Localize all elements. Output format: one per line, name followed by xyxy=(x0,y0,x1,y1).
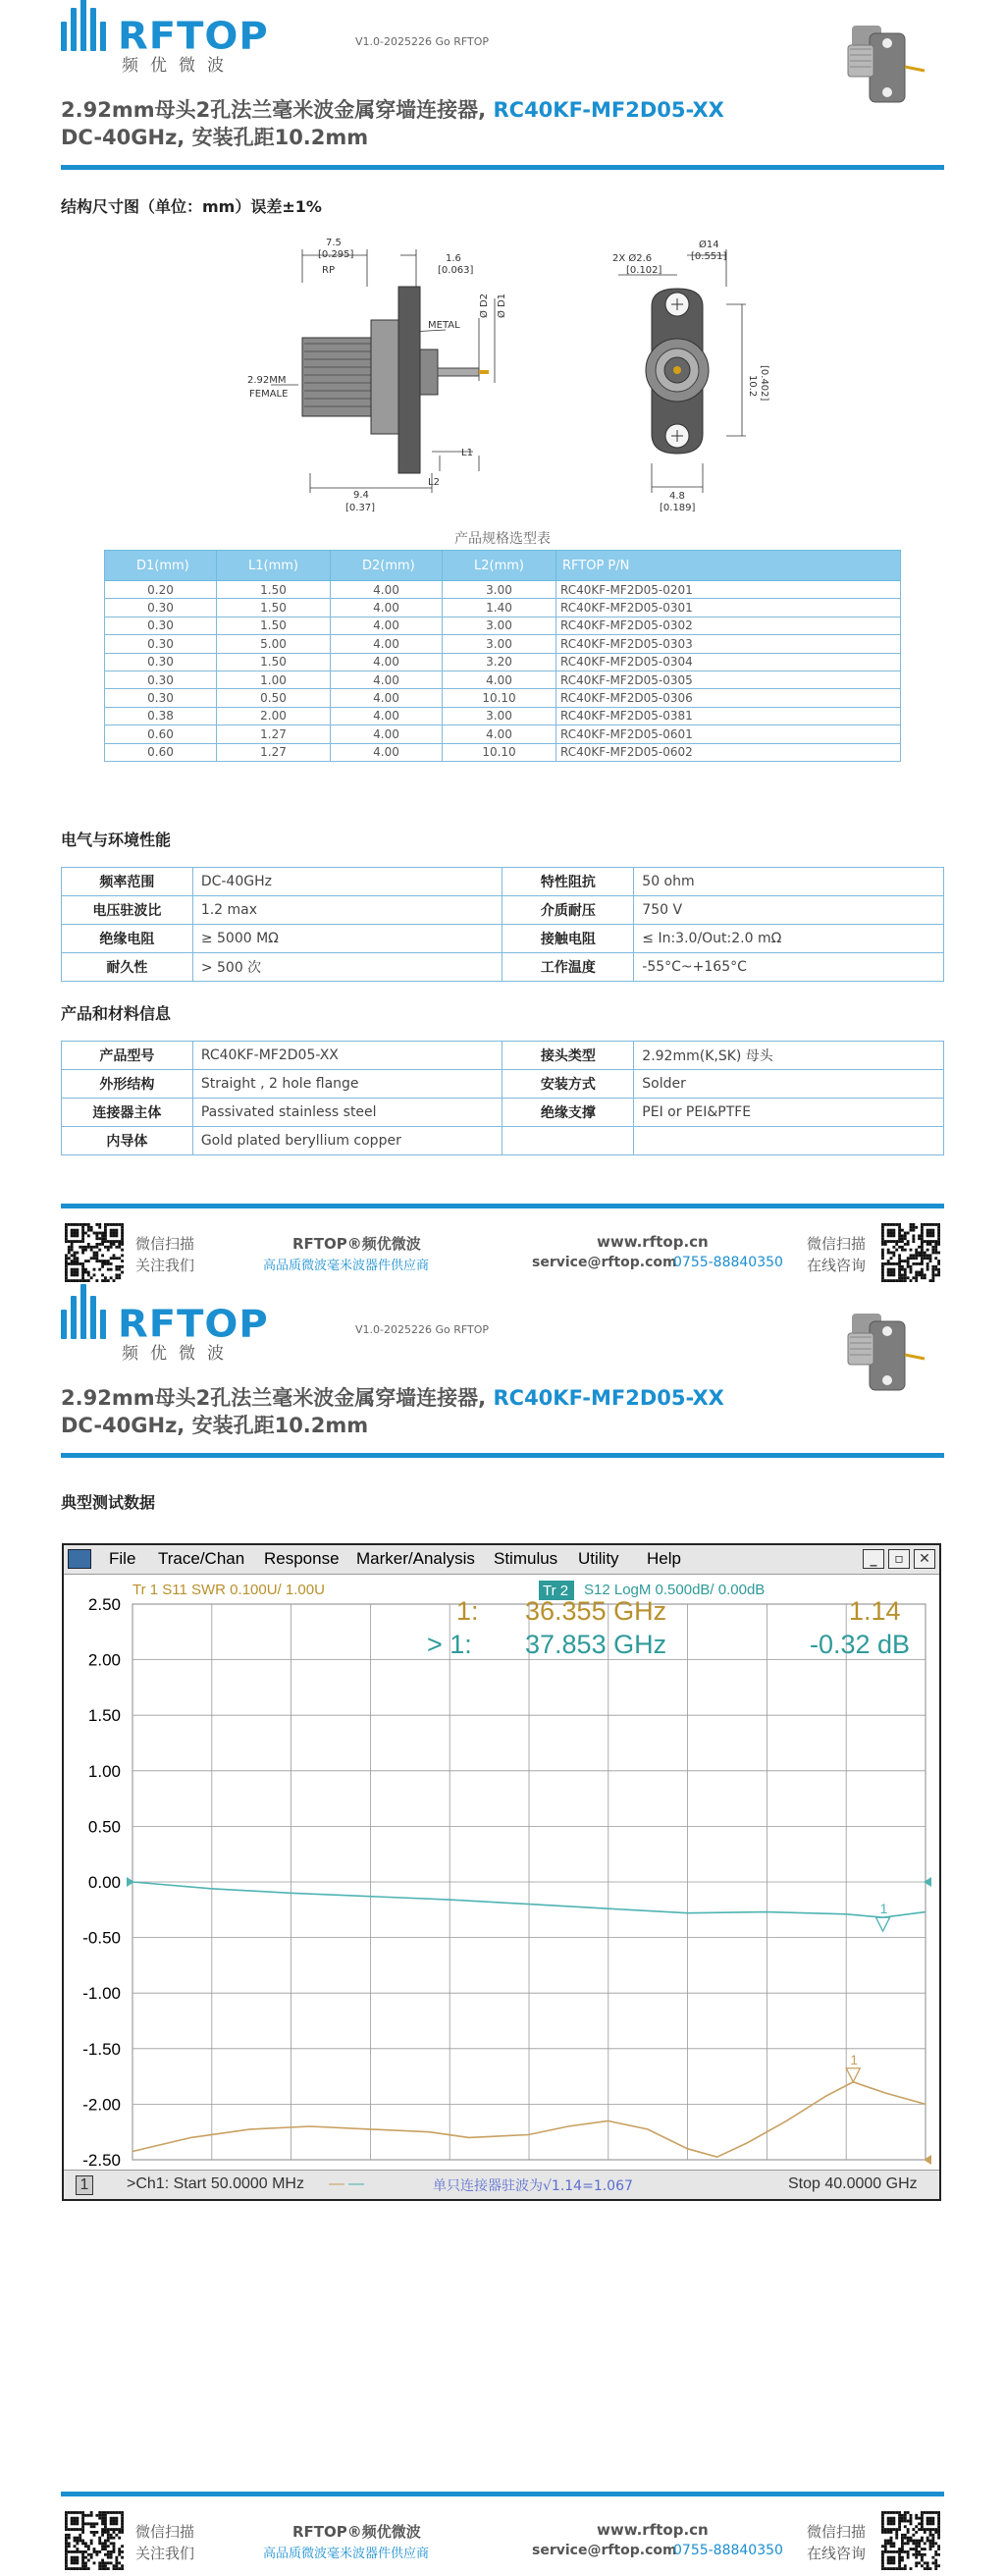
material-label xyxy=(502,1127,634,1155)
electrical-value: > 500 次 xyxy=(192,953,502,982)
material-label: 连接器主体 xyxy=(62,1099,193,1127)
spec-table-caption: 产品规格选型表 xyxy=(454,531,551,547)
footer-consult: 在线咨询 xyxy=(807,2545,867,2562)
menu-trace-chan[interactable]: Trace/Chan xyxy=(158,1549,245,1568)
status-trace2-swatch: — xyxy=(348,2175,364,2192)
spec-header-l1: L1(mm) xyxy=(217,551,331,581)
footer-brand: RFTOP®频优微波 xyxy=(292,2523,421,2541)
material-value: 2.92mm(K,SK) 母头 xyxy=(634,1042,944,1070)
header-divider xyxy=(61,1453,944,1458)
product-title: 2.92mm母头2孔法兰毫米波金属穿墙连接器, RC40KF-MF2D05-XX xyxy=(61,98,724,122)
spec-table-row xyxy=(105,743,901,761)
spec-cell: 4.00 xyxy=(331,617,443,634)
electrical-label: 工作温度 xyxy=(502,953,634,982)
drawing-section-title: 结构尺寸图（单位：mm）误差±1% xyxy=(61,197,322,216)
side-view-drawing xyxy=(236,228,530,512)
material-label: 绝缘支撑 xyxy=(502,1099,634,1127)
footer-wechat-scan: 微信扫描 xyxy=(135,2523,195,2541)
spec-cell: RC40KF-MF2D05-0306 xyxy=(556,689,901,707)
material-label: 安装方式 xyxy=(502,1070,634,1099)
vna-status-bar xyxy=(64,2170,939,2199)
footer xyxy=(0,2492,1005,2576)
vna-chart xyxy=(64,1575,939,2170)
spec-cell: 3.00 xyxy=(443,581,556,599)
electrical-value: 50 ohm xyxy=(634,868,944,896)
electrical-value: 1.2 max xyxy=(192,896,502,925)
svg-text:Ø14: Ø14 xyxy=(699,240,719,250)
menu-response[interactable]: Response xyxy=(264,1549,340,1568)
logo-text: RFTOP xyxy=(118,15,269,58)
svg-text:1.6: 1.6 xyxy=(446,253,461,264)
svg-text:Ø D1: Ø D1 xyxy=(497,293,507,318)
electrical-value: ≤ In:3.0/Out:2.0 mΩ xyxy=(634,925,944,953)
qr-code-icon-2 xyxy=(881,2511,940,2570)
spec-cell: 0.60 xyxy=(105,725,217,743)
spec-cell: 0.30 xyxy=(105,671,217,688)
spec-cell: RC40KF-MF2D05-0601 xyxy=(556,725,901,743)
electrical-label: 频率范围 xyxy=(62,868,193,896)
electrical-row xyxy=(62,953,944,982)
spec-cell: 1.27 xyxy=(217,743,331,761)
front-view-drawing xyxy=(589,228,785,512)
footer-brand: RFTOP®频优微波 xyxy=(292,1235,421,1253)
svg-text:2.92MM: 2.92MM xyxy=(247,375,287,386)
material-value: PEI or PEI&PTFE xyxy=(634,1099,944,1127)
spec-table-row xyxy=(105,635,901,653)
footer-follow-us: 关注我们 xyxy=(135,2545,195,2562)
spec-cell: 4.00 xyxy=(331,581,443,599)
status-stop: Stop 40.0000 GHz xyxy=(788,2175,918,2192)
svg-text:[0.551]: [0.551] xyxy=(691,251,727,262)
spec-cell: RC40KF-MF2D05-0304 xyxy=(556,653,901,671)
spec-header-l2: L2(mm) xyxy=(443,551,556,581)
y-tick-label: 1.50 xyxy=(87,1706,121,1726)
material-row xyxy=(62,1099,944,1127)
rftop-logo xyxy=(61,1292,269,1364)
spec-cell: 5.00 xyxy=(217,635,331,653)
spec-cell: RC40KF-MF2D05-0301 xyxy=(556,599,901,617)
svg-text:7.5: 7.5 xyxy=(326,238,342,248)
y-tick-label: 1.00 xyxy=(87,1761,121,1781)
svg-text:[0.37]: [0.37] xyxy=(345,503,376,512)
marker2-freq: 37.853 GHz xyxy=(525,1630,667,1659)
logo-cn: 频优微波 xyxy=(122,56,236,76)
trace1-label: Tr 1 S11 SWR 0.100U/ 1.00U xyxy=(132,1582,325,1598)
menu-marker-analysis[interactable]: Marker/Analysis xyxy=(356,1549,475,1568)
svg-text:[0.295]: [0.295] xyxy=(318,249,354,260)
footer-wechat-scan-2: 微信扫描 xyxy=(807,2523,867,2541)
material-label: 外形结构 xyxy=(62,1070,193,1099)
close-icon[interactable]: ✕ xyxy=(914,1549,935,1569)
spec-cell: 0.30 xyxy=(105,635,217,653)
test-section-title: 典型测试数据 xyxy=(61,1493,156,1512)
electrical-section-title: 电气与环境性能 xyxy=(61,831,172,849)
spec-cell: 10.10 xyxy=(443,689,556,707)
footer-wechat-scan-2: 微信扫描 xyxy=(807,1235,867,1253)
svg-text:METAL: METAL xyxy=(428,320,460,331)
spec-header-d2: D2(mm) xyxy=(331,551,443,581)
marker-1-s11-label: 1 xyxy=(850,2051,859,2067)
electrical-value: -55°C~+165°C xyxy=(634,953,944,982)
y-tick-label: -2.50 xyxy=(82,2151,121,2170)
spec-cell: 0.20 xyxy=(105,581,217,599)
material-section-title: 产品和材料信息 xyxy=(61,1004,172,1023)
svg-text:RP: RP xyxy=(322,265,335,276)
menu-utility[interactable]: Utility xyxy=(578,1549,619,1568)
spec-cell: 4.00 xyxy=(331,707,443,724)
svg-text:4.8: 4.8 xyxy=(669,491,685,502)
marker-1-s12-label: 1 xyxy=(879,1901,888,1917)
footer-follow-us: 关注我们 xyxy=(135,1257,195,1274)
spec-cell: 0.30 xyxy=(105,599,217,617)
footer-divider xyxy=(61,1204,944,1208)
spec-cell: 4.00 xyxy=(443,725,556,743)
version-label: V1.0-2025226 Go RFTOP xyxy=(355,1323,490,1336)
svg-text:9.4: 9.4 xyxy=(353,490,369,501)
spec-cell: RC40KF-MF2D05-0381 xyxy=(556,707,901,724)
spec-header-pn: RFTOP P/N xyxy=(556,551,901,581)
electrical-row xyxy=(62,896,944,925)
footer-website[interactable]: www.rftop.cn xyxy=(597,1233,709,1251)
trace2-label: S12 LogM 0.500dB/ 0.00dB xyxy=(584,1582,766,1598)
svg-text:[0.063]: [0.063] xyxy=(438,265,474,276)
spec-cell: 1.40 xyxy=(443,599,556,617)
footer-phone: 0755-88840350 xyxy=(673,1255,783,1270)
spec-cell: 0.30 xyxy=(105,653,217,671)
vna-app-icon xyxy=(68,1549,91,1569)
restore-icon[interactable]: ▫ xyxy=(888,1549,910,1569)
status-channel: 1 xyxy=(76,2175,93,2195)
y-tick-label: 0.00 xyxy=(87,1873,121,1892)
svg-text:[0.402]: [0.402] xyxy=(759,365,769,402)
marker2-value: -0.32 dB xyxy=(810,1630,911,1659)
footer-consult: 在线咨询 xyxy=(807,1257,867,1274)
material-label: 内导体 xyxy=(62,1127,193,1155)
material-row xyxy=(62,1042,944,1070)
spec-cell: 1.50 xyxy=(217,653,331,671)
electrical-value: DC-40GHz xyxy=(192,868,502,896)
material-row xyxy=(62,1070,944,1099)
spec-table-row xyxy=(105,689,901,707)
spec-cell: 4.00 xyxy=(331,725,443,743)
vna-menu-bar xyxy=(64,1545,939,1575)
spec-cell: 4.00 xyxy=(331,689,443,707)
spec-cell: 3.00 xyxy=(443,617,556,634)
y-tick-label: -2.00 xyxy=(82,2095,121,2115)
spec-cell: 0.30 xyxy=(105,617,217,634)
y-tick-label: 0.50 xyxy=(87,1817,121,1837)
product-title: 2.92mm母头2孔法兰毫米波金属穿墙连接器, RC40KF-MF2D05-XX xyxy=(61,1386,724,1410)
spec-cell: RC40KF-MF2D05-0201 xyxy=(556,581,901,599)
svg-text:Ø D2: Ø D2 xyxy=(479,293,490,318)
y-tick-label: -1.00 xyxy=(82,1984,121,2004)
spec-cell: 3.00 xyxy=(443,707,556,724)
y-tick-label: -0.50 xyxy=(82,1928,121,1948)
svg-text:[0.102]: [0.102] xyxy=(626,265,662,276)
spec-cell: 3.00 xyxy=(443,635,556,653)
electrical-label: 绝缘电阻 xyxy=(62,925,193,953)
electrical-row xyxy=(62,925,944,953)
y-tick-label: 2.00 xyxy=(87,1650,121,1670)
spec-cell: RC40KF-MF2D05-0302 xyxy=(556,617,901,634)
qr-code-icon xyxy=(65,2511,124,2570)
material-label: 接头类型 xyxy=(502,1042,634,1070)
material-value: Passivated stainless steel xyxy=(192,1099,502,1127)
spec-cell: 0.50 xyxy=(217,689,331,707)
footer-email[interactable]: service@rftop.com xyxy=(532,1255,677,1270)
product-subtitle: DC-40GHz, 安装孔距10.2mm xyxy=(61,126,369,149)
spec-cell: RC40KF-MF2D05-0303 xyxy=(556,635,901,653)
spec-cell: 1.50 xyxy=(217,617,331,634)
spec-cell: 1.27 xyxy=(217,725,331,743)
status-start: >Ch1: Start 50.0000 MHz xyxy=(127,2175,304,2192)
material-value: RC40KF-MF2D05-XX xyxy=(192,1042,502,1070)
vna-screenshot xyxy=(62,1543,941,2201)
spec-cell: 4.00 xyxy=(331,635,443,653)
footer-slogan: 高品质微波毫米波器件供应商 xyxy=(263,1259,430,1273)
footer-website[interactable]: www.rftop.cn xyxy=(597,2521,709,2539)
footer-slogan: 高品质微波毫米波器件供应商 xyxy=(263,2547,430,2561)
footer-phone: 0755-88840350 xyxy=(673,2543,783,2558)
spec-cell: 2.00 xyxy=(217,707,331,724)
menu-file[interactable]: File xyxy=(109,1549,136,1568)
qr-code-icon-2 xyxy=(881,1223,940,1282)
marker1-value: 1.14 xyxy=(849,1596,901,1626)
logo-text: RFTOP xyxy=(118,1303,269,1346)
electrical-label: 介质耐压 xyxy=(502,896,634,925)
menu-stimulus[interactable]: Stimulus xyxy=(494,1549,558,1568)
spec-cell: 1.50 xyxy=(217,599,331,617)
rftop-logo xyxy=(61,4,269,76)
material-row xyxy=(62,1127,944,1155)
electrical-value: 750 V xyxy=(634,896,944,925)
spec-cell: 4.00 xyxy=(443,671,556,688)
status-trace1-swatch: — xyxy=(329,2175,344,2192)
svg-text:2X Ø2.6: 2X Ø2.6 xyxy=(612,253,653,264)
trace2-badge-label: Tr 2 xyxy=(543,1583,569,1599)
spec-table-row xyxy=(105,581,901,599)
material-label: 产品型号 xyxy=(62,1042,193,1070)
material-value: Solder xyxy=(634,1070,944,1099)
spec-cell: 3.20 xyxy=(443,653,556,671)
spec-table-row xyxy=(105,671,901,688)
y-tick-label: 2.50 xyxy=(87,1595,121,1614)
footer-divider xyxy=(61,2492,944,2496)
header-divider xyxy=(61,165,944,170)
footer xyxy=(0,1204,1005,1292)
minimize-icon[interactable]: _ xyxy=(863,1549,884,1569)
logo-cn: 频优微波 xyxy=(122,1344,236,1364)
electrical-value: ≥ 5000 MΩ xyxy=(192,925,502,953)
spec-table-row xyxy=(105,725,901,743)
status-note: 单只连接器驻波为√1.14=1.067 xyxy=(433,2178,633,2194)
electrical-label: 特性阻抗 xyxy=(502,868,634,896)
electrical-label: 电压驻波比 xyxy=(62,896,193,925)
spec-cell: 1.50 xyxy=(217,581,331,599)
vna-plot-area xyxy=(64,1575,939,2170)
spec-cell: 0.30 xyxy=(105,689,217,707)
y-tick-label: -1.50 xyxy=(82,2039,121,2059)
spec-cell: 4.00 xyxy=(331,599,443,617)
electrical-table xyxy=(61,867,944,982)
spec-cell: 1.00 xyxy=(217,671,331,688)
marker1-freq: 36.355 GHz xyxy=(525,1596,667,1626)
material-value: Straight , 2 hole flange xyxy=(192,1070,502,1099)
spec-cell: 0.60 xyxy=(105,743,217,761)
menu-help[interactable]: Help xyxy=(647,1549,681,1568)
spec-cell: RC40KF-MF2D05-0305 xyxy=(556,671,901,688)
svg-text:FEMALE: FEMALE xyxy=(249,389,289,400)
material-value xyxy=(634,1127,944,1155)
material-table xyxy=(61,1041,944,1155)
footer-email[interactable]: service@rftop.com xyxy=(532,2543,677,2558)
spec-cell: 10.10 xyxy=(443,743,556,761)
svg-text:[0.189]: [0.189] xyxy=(660,503,696,512)
spec-cell: RC40KF-MF2D05-0602 xyxy=(556,743,901,761)
spec-cell: 4.00 xyxy=(331,653,443,671)
connector-product-icon xyxy=(830,16,948,124)
product-subtitle: DC-40GHz, 安装孔距10.2mm xyxy=(61,1414,369,1437)
connector-product-icon xyxy=(830,1304,948,1412)
electrical-label: 接触电阻 xyxy=(502,925,634,953)
electrical-row xyxy=(62,868,944,896)
spec-cell: 4.00 xyxy=(331,671,443,688)
svg-text:L2: L2 xyxy=(428,477,440,488)
svg-text:L1: L1 xyxy=(461,448,473,458)
spec-table-row xyxy=(105,707,901,724)
spec-table-row xyxy=(105,653,901,671)
marker1-label: 1: xyxy=(456,1596,479,1626)
datasheet-page-2 xyxy=(0,1288,1005,2576)
spec-table-row xyxy=(105,617,901,634)
spec-cell: 4.00 xyxy=(331,743,443,761)
material-value: Gold plated beryllium copper xyxy=(192,1127,502,1155)
spec-table xyxy=(104,550,901,762)
spec-header-d1: D1(mm) xyxy=(105,551,217,581)
svg-text:10.2: 10.2 xyxy=(747,375,758,398)
marker2-label: > 1: xyxy=(427,1630,472,1659)
spec-cell: 0.38 xyxy=(105,707,217,724)
version-label: V1.0-2025226 Go RFTOP xyxy=(355,35,490,48)
electrical-label: 耐久性 xyxy=(62,953,193,982)
spec-table-row xyxy=(105,599,901,617)
qr-code-icon xyxy=(65,1223,124,1282)
footer-wechat-scan: 微信扫描 xyxy=(135,1235,195,1253)
